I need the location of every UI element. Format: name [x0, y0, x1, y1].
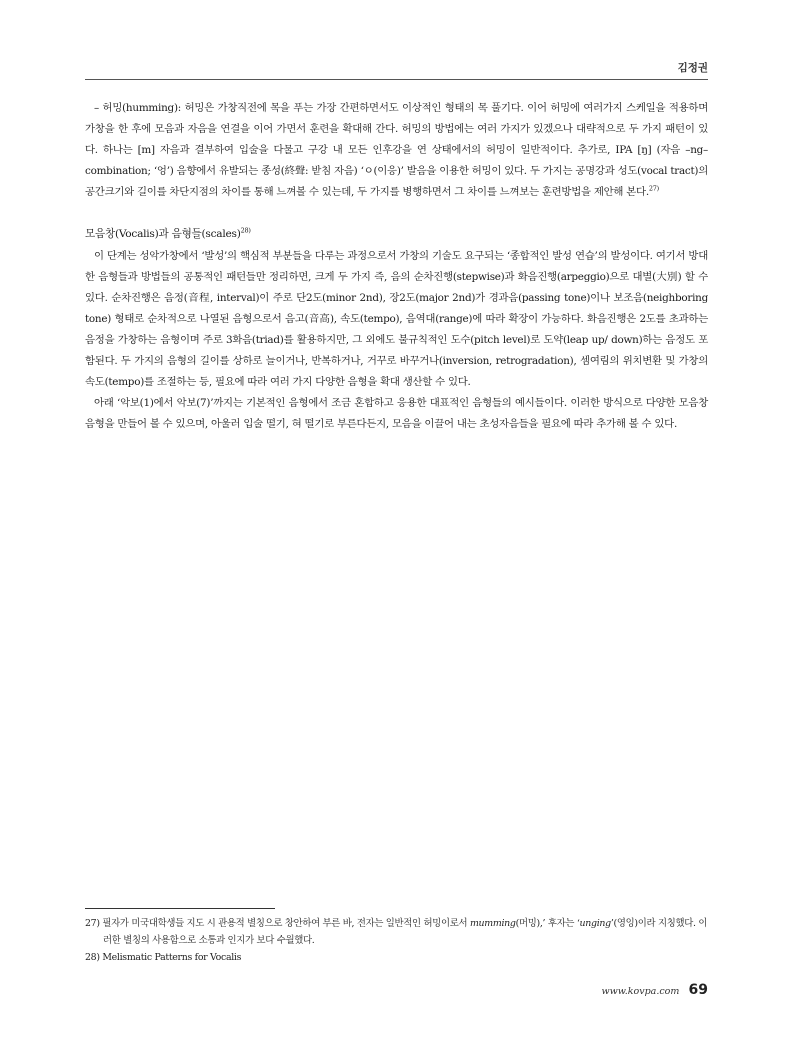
paragraph-3: 아래 ‘악보(1)에서 악보(7)’까지는 기본적인 음형에서 조금 혼합하고 응용한 대표적인 음형들의 예시들이다. 이러한 방식으로 다양한 모음창 음형을 만들어 볼 수 있으며, 아울러 입술 떨기, 혀 떨기로 부른다든지, 모음을 이끌어 내는 초성자음들을 필요에 따라 추가해 볼 수 있다. [85, 397, 708, 431]
header-rule [85, 79, 708, 80]
footnote-27-after: ’(영잉)이라 지칭했다. 이러한 별칭의 사용함으로 소통과 인지가 보다 수월했다. [103, 918, 708, 946]
section-heading-text: 모음창(Vocalis)과 음형들(scales) [85, 228, 241, 241]
footer-url[interactable]: www.kovpa.com [601, 986, 680, 997]
humming-paragraph-text: – 허밍(humming): 허밍은 가창직전에 목을 푸는 가장 간편하면서도 이상적인 형태의 목 풀기다. 이어 허밍에 여러가지 스케일을 적용하며 가창을 한 후에 모음과 자음을 연결을 이어 가면서 훈련을 확대해 간다. 허밍의 방법에는 여러 가지가 있겠으나 대략적으로 두 가지 패턴이 있다. 하나는 [m] 자음과 결부하여 입술을 다물고 구강 내 모든 인후강을 연 상태에서의 허밍이 일반적이다. 추가로, IPA [ŋ] (자음 –ng– combination; ‘엉’) 음향에서 유발되는 종성(終聲: 받침 자음) ‘ㅇ(이응)’ 발음을 이용한 허밍이 있다. 두 가지는 공명강과 성도(vocal tract)의 공간크기와 길이를 차단지점의 차이를 통해 느껴볼 수 있는데, 두 가지를 병행하면서 그 차이를 느껴보는 훈련방법을 제안해 본다. [85, 102, 708, 199]
paragraph-gap [85, 203, 708, 224]
body-text [85, 98, 708, 435]
page-footer [601, 979, 708, 998]
section-heading [85, 224, 708, 245]
footnote-27-before: 27) 필자가 미국대학생들 지도 시 관용적 별칭으로 창안하여 부른 바, 전자는 일반적인 허밍이로서 [85, 918, 470, 929]
page-number: 69 [688, 982, 708, 998]
footnote-28: 28) Melismatic Patterns for Vocalis [85, 952, 242, 963]
footnote-ref-27[interactable]: 27) [648, 184, 659, 193]
humming-paragraph [85, 98, 708, 203]
footnote-27 [85, 915, 708, 949]
paragraph-2: 이 단계는 성악가창에서 ‘발성’의 핵심적 부분들을 다루는 과정으로서 가창의 기술도 요구되는 ‘종합적인 발성 연습’의 발성이다. 여기서 방대한 음형들과 방법들의 공통적인 패턴들만 정리하면, 크게 두 가지 즉, 음의 순차진행(stepwise)과 화음진행(arpeggio)으로 대별(大別) 할 수 있다. 순차진행은 음정(音程, interval)이 주로 단2도(minor 2nd), 장2도(major 2nd)가 경과음(passing tone)이나 보조음(neighboring tone) 형태로 순차적으로 나열된 음형으로서 음고(音高), 속도(tempo), 음역대(range)에 따라 확장이 가능하다. 화음진행은 2도를 초과하는 음정을 가창하는 음형이며 주로 3화음(triad)를 활용하지만, 그 외에도 불규칙적인 도수(pitch level)로 도약(leap up/ down)하는 음정도 포함된다. 두 가지의 음형의 길이를 상하로 늘이거나, 반복하거나, 거꾸로 바꾸거나(inversion, retrogradation), 셈여림의 위치변환 및 가창의 속도(tempo)를 조절하는 등, 필요에 따라 여러 가지 다양한 음형을 확대 생산할 수 있다. [85, 249, 708, 389]
footnote-27-term-mumming: mumming [469, 918, 516, 929]
footnote-rule [85, 908, 275, 909]
page-header-author: 김정권 [677, 62, 708, 74]
footnotes [85, 915, 708, 966]
footnote-27-middle: (머밍),’ 후자는 ‘ [515, 918, 580, 929]
footnote-ref-28[interactable]: 28) [240, 226, 251, 235]
footnote-27-term-unging: unging [579, 918, 611, 929]
